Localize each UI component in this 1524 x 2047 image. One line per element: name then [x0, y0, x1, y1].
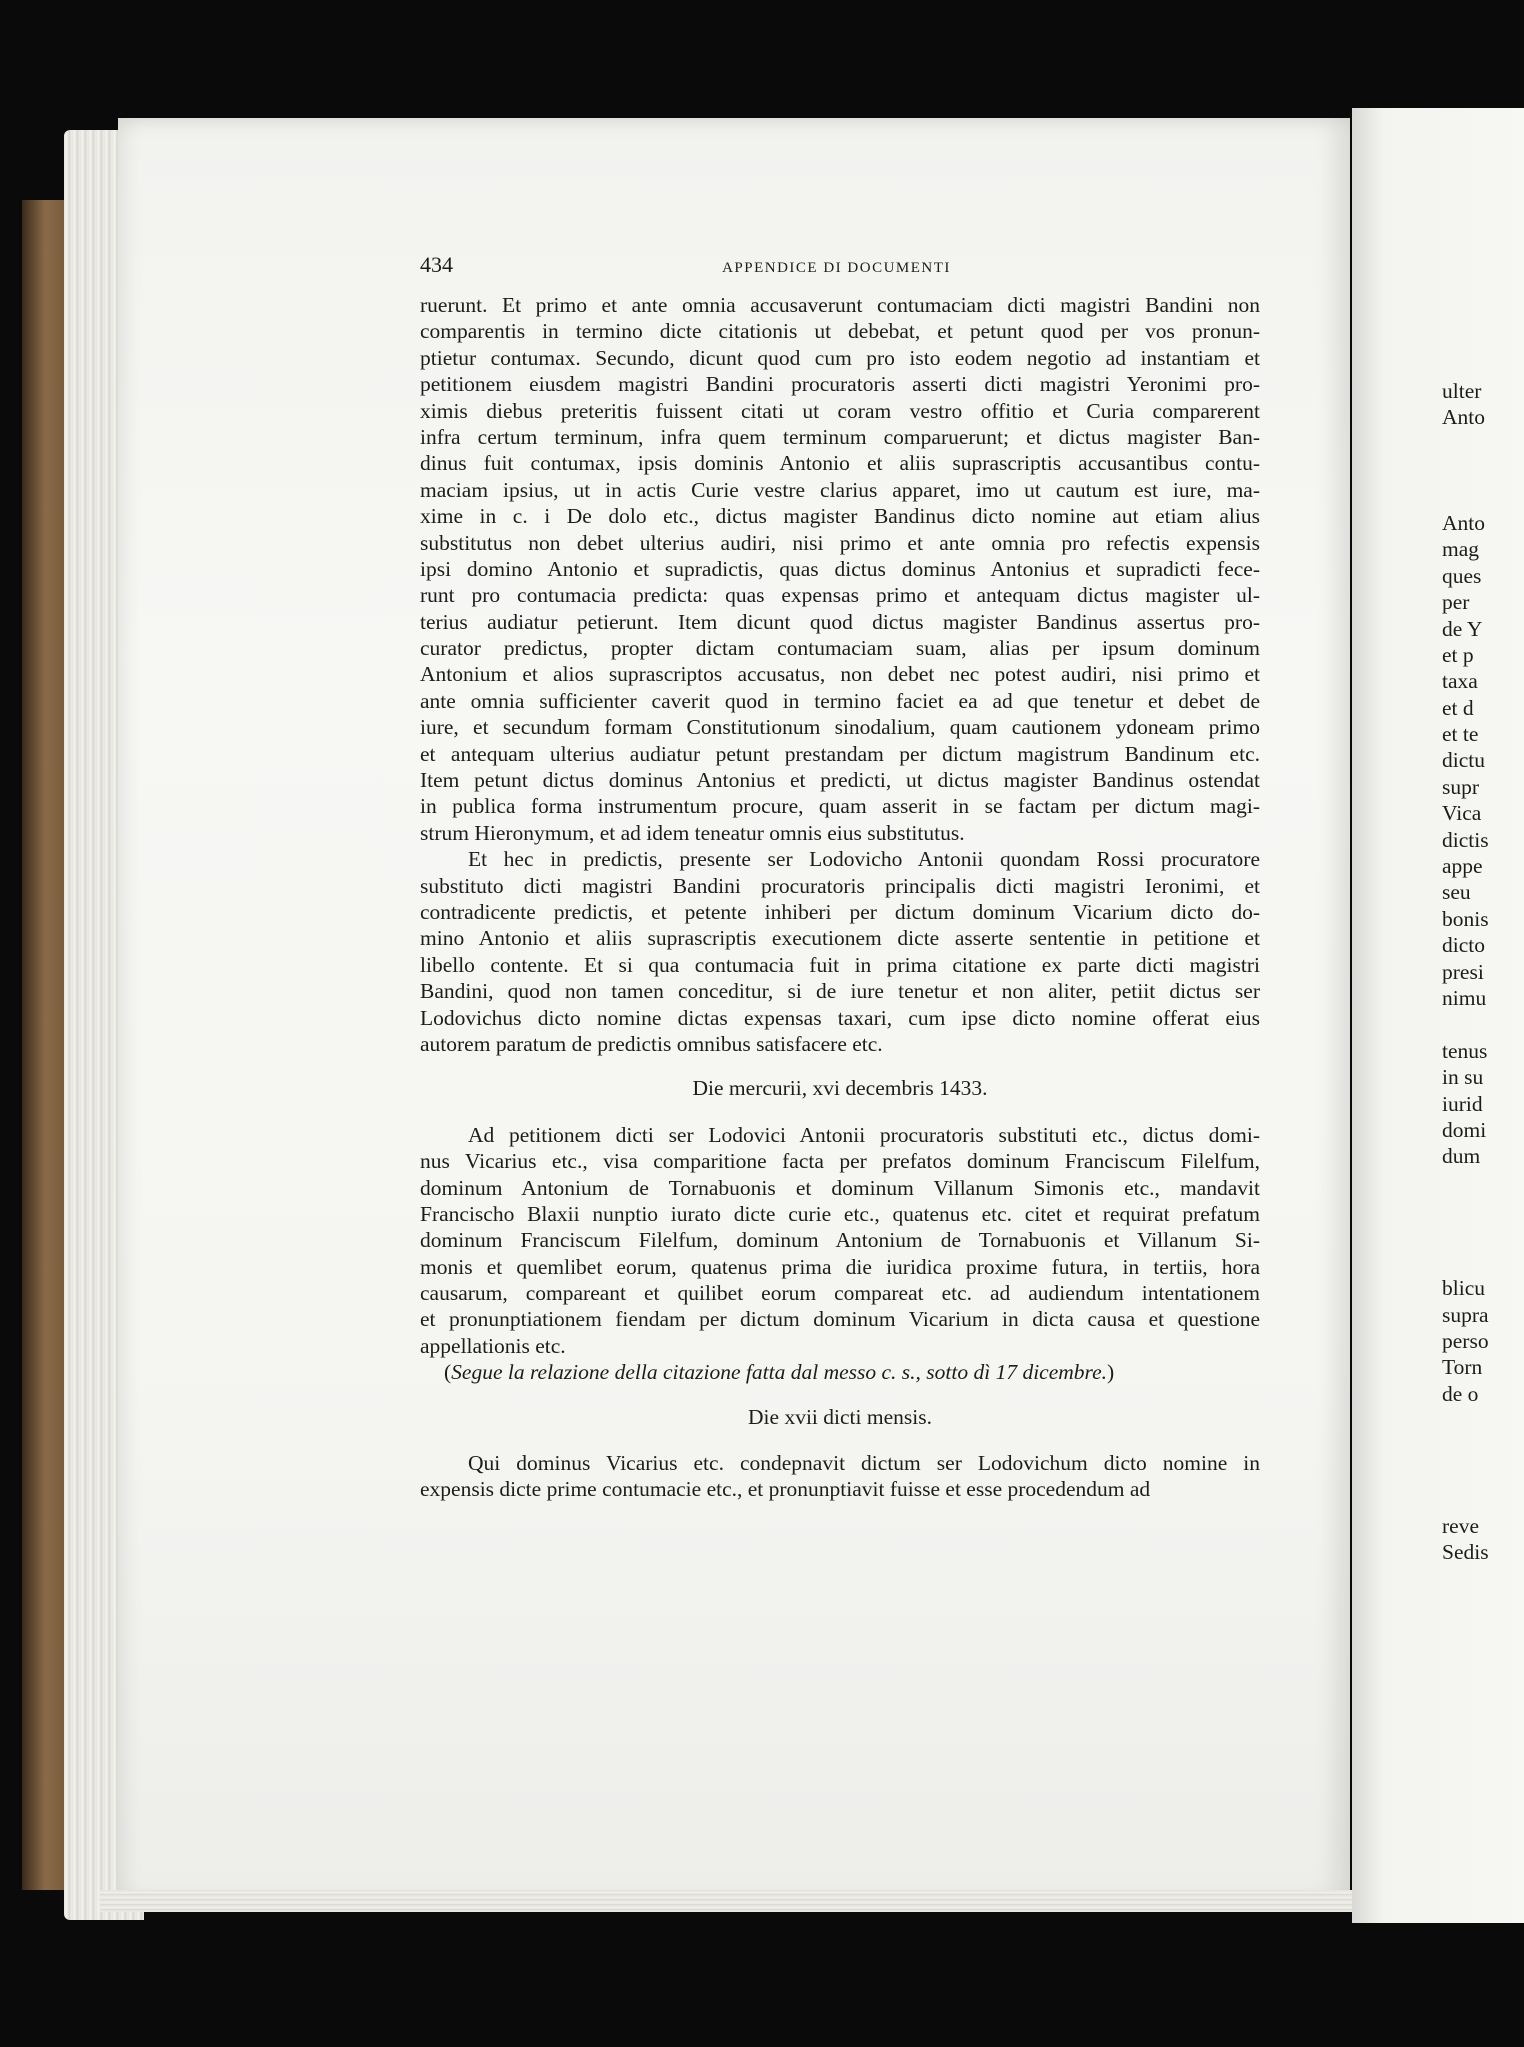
- paragraph-2: [420, 846, 1260, 1057]
- facing-page-line: [1442, 1460, 1524, 1486]
- facing-page-text: [1442, 378, 1524, 1566]
- text-line: expensis dicte prime contumacie etc., et pronunptiavit fuisse et esse procedendum ad: [420, 1477, 1151, 1502]
- facing-page-line: domi: [1442, 1117, 1487, 1142]
- facing-page-line: [1442, 1434, 1524, 1460]
- text-line: ruerunt. Et primo et ante omnia accusaverunt contumaciam dicti magistri Bandini non: [420, 293, 1260, 317]
- facing-page-line: [1442, 1249, 1524, 1275]
- facing-page-line: [1442, 1196, 1524, 1222]
- facing-page-line: Anto: [1442, 510, 1485, 535]
- paragraph-1: [420, 292, 1260, 846]
- facing-page-line: Torn: [1442, 1355, 1483, 1380]
- facing-page-line: in su: [1442, 1065, 1484, 1090]
- text-line: Francischo Blaxii nunptio iurato dicte curie etc., quatenus etc. citet et requirat prefatum: [420, 1201, 1260, 1226]
- text-line: terius audiatur petierunt. Item dicunt quod dictus magister Bandinus assertus pro-: [420, 609, 1260, 634]
- text-line: petitionem eiusdem magistri Bandini procuratoris asserti dicti magistri Yeronimi pro-: [420, 372, 1260, 397]
- facing-page-line: et p: [1442, 642, 1474, 667]
- facing-page-line: Vica: [1442, 801, 1482, 826]
- date-heading-1: Die mercurii, xvi decembris 1433.: [692, 1076, 988, 1101]
- editorial-note: (Segue la relazione della citazione fatta dal messo c. s., sotto dì 17 dicembre.): [444, 1360, 1115, 1385]
- facing-page-line: et te: [1442, 722, 1479, 747]
- text-line: curator predictus, propter dictam contumaciam suam, alias per ipsum dominum: [420, 636, 1260, 661]
- facing-page-line: ques: [1442, 563, 1482, 588]
- facing-page-line: de Y: [1442, 616, 1483, 641]
- running-head: APPENDICE DI DOCUMENTI: [722, 260, 951, 276]
- facing-page-line: presi: [1442, 959, 1484, 984]
- text-line: mino Antonio et aliis suprascriptis executionem dicte asserte sententie in petitione et: [420, 926, 1260, 951]
- text-line: comparentis in termino dicte citationis ut debebat, et petunt quod per vos pronun-: [420, 319, 1260, 344]
- text-line: ipsi domino Antonio et supradictis, quas dictus dominus Antonius et supradicti fece-: [420, 556, 1260, 581]
- facing-page-line: ulter: [1442, 379, 1482, 403]
- text-line: maciam ipsius, ut in actis Curie vestre clarius apparet, imo ut cautum est iure, ma-: [420, 477, 1260, 502]
- text-line: runt pro contumacia predicta: quas expensas primo et antequam dictus magister ul-: [420, 583, 1260, 608]
- facing-page-line: [1442, 484, 1524, 510]
- facing-page-line: [1442, 1011, 1524, 1037]
- text-line: dominum Franciscum Filelfum, dominum Antonium de Tornabuonis et Villanum Si-: [420, 1228, 1260, 1253]
- facing-page-line: bonis: [1442, 906, 1489, 931]
- text-line: ptietur contumax. Secundo, dicunt quod cum pro isto eodem negotio ad instantiam et: [420, 345, 1260, 370]
- facing-page-line: [1442, 1223, 1524, 1249]
- facing-page-line: [1442, 457, 1524, 483]
- text-line: nus Vicarius etc., visa comparitione facta per prefatos dominum Franciscum Filelfum,: [420, 1149, 1260, 1174]
- text-line: strum Hieronymum, et ad idem teneatur omnis eius substitutus.: [420, 820, 965, 845]
- facing-page-line: [1442, 1486, 1524, 1512]
- facing-page-line: blicu: [1442, 1276, 1485, 1301]
- page-number: 434: [420, 252, 453, 277]
- text-line: libello contente. Et si qua contumacia fuit in prima citatione ex parte dicti magistri: [420, 952, 1260, 977]
- facing-page-line: supr: [1442, 774, 1480, 799]
- facing-page-line: dictis: [1442, 827, 1489, 852]
- facing-page-line: [1442, 431, 1524, 457]
- text-line: causarum, compareant et quilibet eorum compareat etc. ad audiendum intentationem: [420, 1281, 1260, 1306]
- text-line: monis et quemlibet eorum, quatenus prima die iuridica proxime futura, in tertiis, hora: [420, 1254, 1260, 1279]
- facing-page-line: per: [1442, 590, 1470, 615]
- text-line: appellationis etc.: [420, 1333, 566, 1358]
- facing-page-line: tenus: [1442, 1038, 1488, 1063]
- facing-page-line: [1442, 1407, 1524, 1433]
- page-bottom-edge: [100, 1890, 1360, 1912]
- text-line: et antequam ulterius audiatur petunt prestandam per dictum magistrum Bandinum etc.: [420, 741, 1260, 766]
- text-line: iure, et secundum formam Constitutionum sinodalium, quam cautionem ydoneam primo: [420, 715, 1260, 740]
- facing-page-line: perso: [1442, 1329, 1489, 1354]
- paragraph-4: [420, 1450, 1260, 1503]
- text-line: Ad petitionem dicti ser Lodovici Antonii procuratoris substituti etc., dictus domi-: [468, 1122, 1260, 1147]
- facing-page-line: mag: [1442, 537, 1480, 562]
- facing-page-line: Anto: [1442, 405, 1485, 430]
- text-line: infra certum terminum, infra quem terminum comparuerunt; et dictus magister Ban-: [420, 424, 1260, 449]
- text-line: dinus fuit contumax, ipsis dominis Antonio et aliis suprascriptis accusantibus contu-: [420, 451, 1260, 476]
- text-line: Et hec in predictis, presente ser Lodovicho Antonii quondam Rossi procuratore: [468, 847, 1260, 872]
- facing-page-line: appe: [1442, 854, 1483, 879]
- facing-page-line: taxa: [1442, 669, 1478, 694]
- facing-page-line: dum: [1442, 1144, 1481, 1169]
- text-line: ximis diebus preteritis fuissent citati ut coram vestro offitio et Curia comparerent: [420, 398, 1260, 423]
- text-line: substituto dicti magistri Bandini procuratoris principalis dicti magistri Ieronimi, et: [420, 873, 1260, 898]
- text-line: Antonium et alios suprascriptos accusatus, non debet nec potest audiri, nisi primo et: [420, 662, 1260, 687]
- text-line: et pronunptiationem fiendam per dictum dominum Vicarium in dicta causa et questione: [420, 1307, 1260, 1332]
- facing-page-line: et d: [1442, 695, 1474, 720]
- text-line: Lodovichus dicto nomine dictas expensas taxari, cum ipse dicto nomine offerat eius: [420, 1005, 1260, 1030]
- facing-page-line: Sedis: [1442, 1540, 1489, 1565]
- facing-page-line: iurid: [1442, 1091, 1483, 1116]
- facing-page-line: nimu: [1442, 985, 1487, 1010]
- page-text: [420, 252, 1260, 1503]
- page-header: [420, 252, 1260, 292]
- text-line: Qui dominus Vicarius etc. condepnavit dictum ser Lodovichum dicto nomine in: [468, 1451, 1260, 1476]
- text-line: contradicente predictis, et petente inhiberi per dictum dominum Vicarium dicto do-: [420, 899, 1260, 924]
- text-line: autorem paratum de predictis omnibus satisfacere etc.: [420, 1031, 883, 1056]
- paragraph-3: [420, 1122, 1260, 1360]
- facing-page: [1352, 108, 1524, 1923]
- text-line: dominum Antonium de Tornabuonis et dominum Villanum Simonis etc., mandavit: [420, 1175, 1260, 1200]
- facing-page-line: [1442, 1170, 1524, 1196]
- facing-page-line: dicto: [1442, 933, 1485, 958]
- text-line: ante omnia sufficienter caverit quod in termino faciet ea ad que tenetur et debet de: [420, 688, 1260, 713]
- text-line: Item petunt dictus dominus Antonius et predicti, ut dictus magister Bandinus ostendat: [420, 768, 1260, 793]
- text-line: substitutus non debet ulterius audiri, nisi primo et ante omnia pro refectis expensis: [420, 530, 1260, 555]
- facing-page-line: seu: [1442, 880, 1471, 905]
- date-heading-2: Die xvii dicti mensis.: [748, 1404, 932, 1429]
- text-line: in publica forma instrumentum procure, quam asserit in se factam per dictum magi-: [420, 794, 1260, 819]
- facing-page-line: de o: [1442, 1381, 1479, 1406]
- facing-page-line: reve: [1442, 1513, 1479, 1538]
- facing-page-line: dictu: [1442, 748, 1485, 773]
- text-line: xime in c. i De dolo etc., dictus magister Bandinus dicto nomine aut etiam alius: [420, 504, 1260, 529]
- text-line: Bandini, quod non tamen conceditur, si de iure tenetur et non aliter, petiit dictus ser: [420, 979, 1260, 1004]
- facing-page-line: supra: [1442, 1302, 1489, 1327]
